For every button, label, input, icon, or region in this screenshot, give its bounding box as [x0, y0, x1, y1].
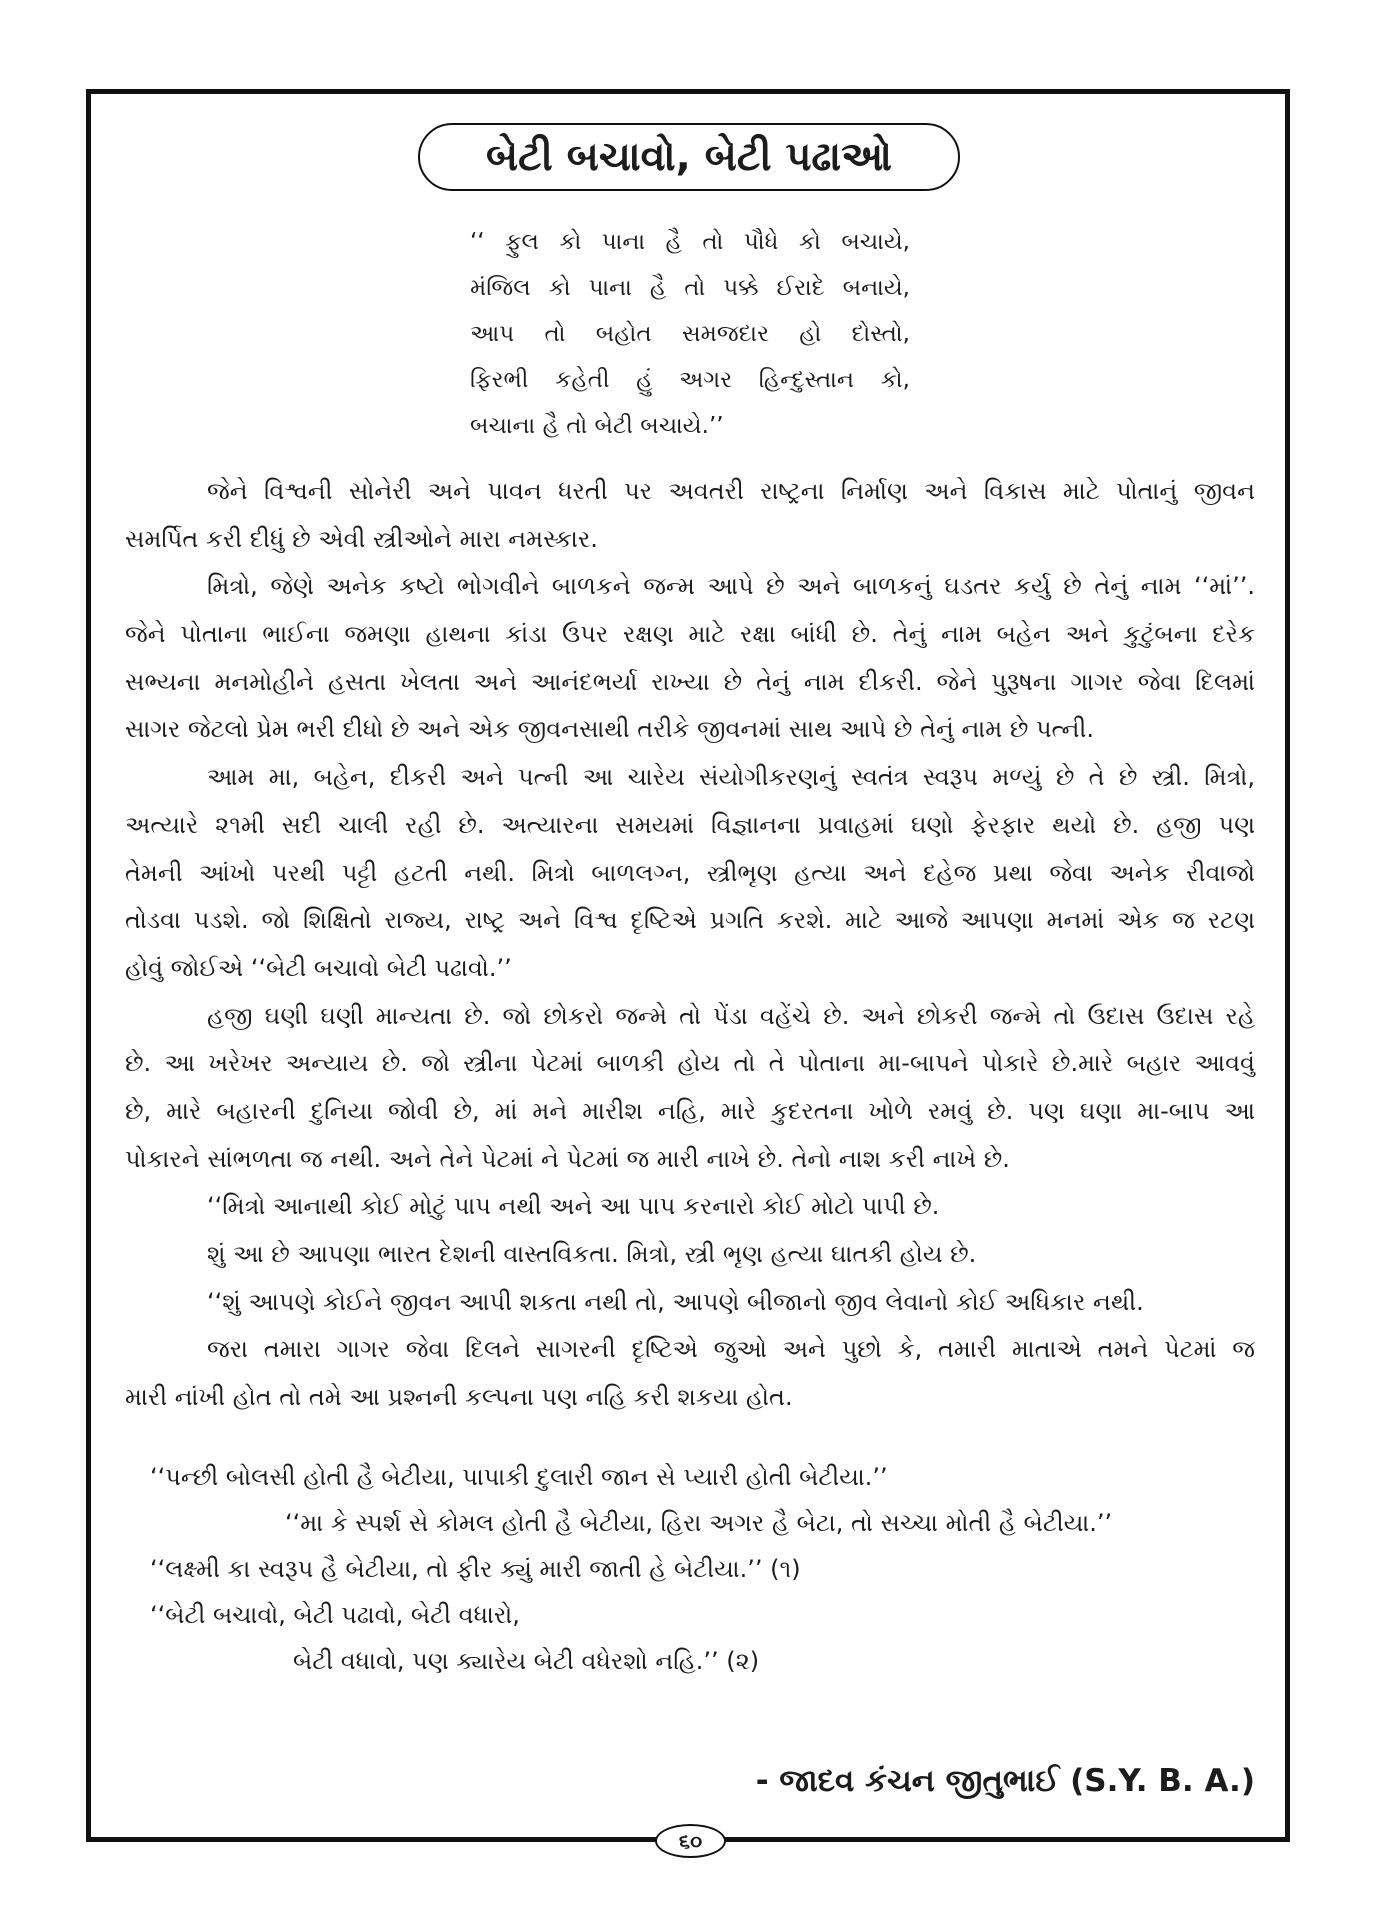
- paragraph-line: છે. આ ખરેખર અન્યાય છે. જો સ્ત્રીના પેટમાં બાળકી હોય તો તે પોતાના મા-બાપને પોકારે છે.મારે બહાર આવવું: [125, 1049, 1255, 1078]
- essay-body: [125, 468, 1255, 1422]
- closing-quotes: [150, 1454, 1260, 1684]
- quote-line: ‘‘મા કે સ્પર્શ સે કોમલ હોતી હૈ બેટીયા, હિરા અગર હૈ બેટા, તો સચ્ચા મોતી હૈ બેટીયા.’’: [285, 1509, 1113, 1537]
- page-title: બેટી બચાવો, બેટી પઢાઓ: [485, 134, 892, 180]
- paragraph-line: હોવું જોઈએ ‘‘બેટી બચાવો બેટી પઢાવો.’’: [125, 953, 512, 982]
- quote-line: ‘‘બેટી બચાવો, બેટી પઢાવો, બેટી વધારો,: [150, 1601, 520, 1629]
- paragraph-line: શું આ છે આપણા ભારત દેશની વાસ્તવિકતા. મિત્રો, સ્ત્રી ભૃણ હત્યા ઘાતકી હોય છે.: [207, 1240, 977, 1268]
- opening-poem: [470, 219, 910, 449]
- paragraph-line: આમ મા, બહેન, દીકરી અને પત્ની આ ચારેય સંયોગીકરણનું સ્વતંત્ર સ્વરૂપ મળ્યું છે તે છે સ્ત્રી. મિત્રો,: [207, 763, 1255, 792]
- title-banner: [418, 123, 960, 191]
- paragraph: [125, 754, 1255, 992]
- quote-line: ‘‘લક્ષ્મી કા સ્વરૂપ હૈ બેટીયા, તો ફીર ક્યું મારી જાતી હે બેટીયા.’’ (૧): [150, 1555, 801, 1583]
- paragraph-line: મારી નાંખી હોત તો તમે આ પ્રશ્નની કલ્પના પણ નહિ કરી શકયા હોત.: [125, 1383, 793, 1412]
- poem-line: મંજિલ કો પાના હૈ તો પક્કે ઈરાદે બનાયે,: [470, 275, 910, 301]
- paragraph-line: જરા તમારા ગાગર જેવા દિલને સાગરની દૃષ્ટિએ જુઓ અને પુછો કે, તમારી માતાએ તમને પેટમાં જ: [207, 1335, 1255, 1364]
- paragraph: [125, 1279, 1255, 1327]
- author-credit: - જાદવ કંચન જીતુભાઈ (S.Y. B. A.): [755, 1763, 1255, 1799]
- paragraph-line: તોડવા પડશે. જો શિક્ષિતો રાજ્ય, રાષ્ટ્ર અને વિશ્વ દૃષ્ટિએ પ્રગતિ કરશે. માટે આજે આપણા મનમાં એક જ રટણ: [125, 906, 1255, 935]
- paragraph-line: મિત્રો, જેણે અનેક કષ્ટો ભોગવીને બાળકને જન્મ આપે છે અને બાળકનું ઘડતર કર્યુ છે તેનું નામ ‘‘માં’’.: [207, 572, 1255, 601]
- quote-line: ‘‘પન્છી બોલસી હોતી હૈ બેટીયા, પાપાકી દુલારી જાન સે પ્યારી હોતી બેટીયા.’’: [150, 1463, 888, 1491]
- paragraph: [125, 1183, 1255, 1231]
- poem-line: ‘‘ ફુલ કો પાના હૈ તો પૌધે કો બચાયે,: [470, 229, 910, 255]
- paragraph: [125, 1326, 1255, 1421]
- paragraph-line: પોકારને સાંભળતા જ નથી. અને તેને પેટમાં ને પેટમાં જ મારી નાખે છે. તેનો નાશ કરી નાખે છે.: [125, 1144, 1010, 1173]
- paragraph-line: જેને પોતાના ભાઈના જમણા હાથના કાંડા ઉપર રક્ષણ માટે રક્ષા બાંધી છે. તેનું નામ બહેન અને કુટુંબના દરેક: [125, 620, 1255, 649]
- poem-line: બચાના હૈ તો બેટી બચાયે.’’: [470, 413, 724, 439]
- paragraph-line: જેને વિશ્વની સોનેરી અને પાવન ધરતી પર અવતરી રાષ્ટ્રના નિર્માણ અને વિકાસ માટે પોતાનું જીવન: [207, 477, 1255, 505]
- page-number-badge: [655, 1824, 726, 1858]
- paragraph: [125, 468, 1255, 563]
- paragraph-line: તેમની આંખો પરથી પટ્ટી હટતી નથી. મિત્રો બાળલગ્ન, સ્ત્રીભૃણ હત્યા અને દહેજ પ્રથા જેવા અનેક રીવાજો: [125, 858, 1255, 887]
- paragraph-line: હજી ઘણી ઘણી માન્યતા છે. જો છોકરો જન્મે તો પેંડા વહેંચે છે. અને છોકરી જન્મે તો ઉદાસ ઉદાસ રહે: [207, 1001, 1255, 1030]
- paragraph-line: સમર્પિત કરી દીધું છે એવી સ્ત્રીઓને મારા નમસ્કાર.: [125, 524, 598, 553]
- paragraph-line: ‘‘શું આપણે કોઈને જીવન આપી શકતા નથી તો, આપણે બીજાનો જીવ લેવાનો કોઈ અધિકાર નથી.: [207, 1287, 1144, 1316]
- paragraph: [125, 993, 1255, 1184]
- paragraph-line: ‘‘મિત્રો આનાથી કોઈ મોટું પાપ નથી અને આ પાપ કરનારો કોઈ મોટો પાપી છે.: [207, 1192, 940, 1221]
- paragraph-line: સાગર જેટલો પ્રેમ ભરી દીધો છે અને એક જીવનસાથી તરીકે જીવનમાં સાથ આપે છે તેનું નામ છે પત્ની.: [125, 715, 1094, 744]
- paragraph-line: છે, મારે બહારની દુનિયા જોવી છે, માં મને મારીશ નહિ, મારે કુદરતના ખોળે રમવું છે. પણ ઘણા મા-બાપ આ: [125, 1096, 1255, 1125]
- paragraph-line: અત્યારે ૨૧મી સદી ચાલી રહી છે. અત્યારના સમયમાં વિજ્ઞાનના પ્રવાહમાં ઘણો ફેરફાર થયો છે. હજી પણ: [125, 810, 1255, 839]
- page-number: ૬૦: [678, 1829, 703, 1853]
- poem-line: ફિરભી કહેતી હું અગર હિન્દુસ્તાન કો,: [470, 367, 910, 393]
- poem-line: આપ તો બહોત સમજદાર હો દોસ્તો,: [470, 321, 910, 347]
- paragraph-line: સભ્યના મનમોહીને હસતા ખેલતા અને આનંદભર્યા રાખ્યા છે તેનું નામ દીકરી. જેને પુરૂષના ગાગર જેવા દિલમાં: [125, 667, 1255, 696]
- paragraph: [125, 1231, 1255, 1279]
- paragraph: [125, 563, 1255, 754]
- quote-line: બેટી વધાવો, પણ ક્યારેય બેટી વધેરશો નહિ.’’ (૨): [293, 1647, 760, 1675]
